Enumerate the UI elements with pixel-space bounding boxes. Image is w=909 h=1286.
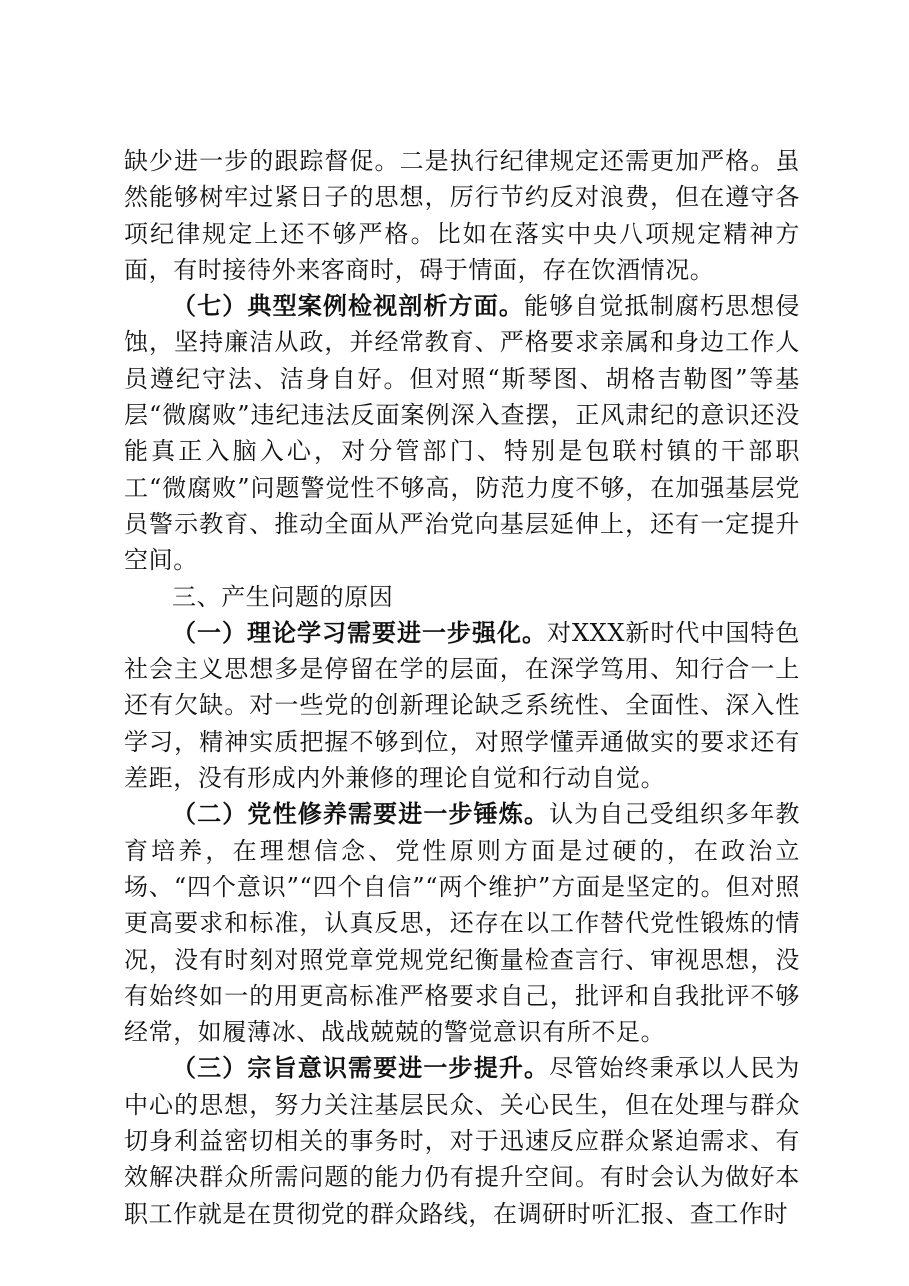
paragraph-lead: （七）典型案例检视剖析方面。 [172,292,524,321]
document-page [124,143,800,1232]
paragraph-body: 对XXX新时代中国特色社会主义思想多是停留在学的层面，在深学笃用、知行合一上还有欠缺。对一些党的创新理论缺乏系统性、全面性、深入性学习，精神实质把握不够到位，对照学懂弄通做实的要求还有差距，没有形成内外兼修的理论自觉和行动自觉。 [124,618,801,793]
paragraph-lead: （二）党性修养需要进一步锤炼。 [172,800,550,829]
paragraph-lead: （一）理论学习需要进一步强化。 [172,618,547,647]
paragraph-body: 能够自觉抵制腐朽思想侵蚀，坚持廉洁从政，并经常教育、严格要求亲属和身边工作人员遵纪守法、洁身自好。但对照“斯琴图、胡格吉勒图”等基层“微腐败”违纪违法反面案例深入查摆，正风肃纪的意识还没能真正入脑入心，对分管部门、特别是包联村镇的干部职工“微腐败”问题警觉性不够高，防范力度不够，在加强基层党员警示教育、推动全面从严治党向基层延伸上，还有一定提升空间。 [124,292,800,575]
paragraph-body: 缺少进一步的跟踪督促。二是执行纪律规定还需更加严格。虽然能够树牢过紧日子的思想，厉行节约反对浪费，但在遵守各项纪律规定上还不够严格。比如在落实中央八项规定精神方面，有时接待外来客商时，碍于情面，存在饮酒情况。 [124,147,800,284]
paragraph-party-spirit [124,796,800,1050]
paragraph-lead: （三）宗旨意识需要进一步提升。 [172,1054,550,1083]
section-heading-causes: 三、产生问题的原因 [172,582,394,611]
paragraph-purpose-awareness [124,1050,800,1231]
paragraph-theory-study [124,615,800,796]
paragraph-discipline-continued [124,143,800,288]
paragraph-body: 认为自己受组织多年教育培养，在理想信念、党性原则方面是过硬的，在政治立场、“四个意识”“四个自信”“两个维护”方面是坚定的。但对照更高要求和标准，认真反思，还存在以工作替代党性锻炼的情况，没有时刻对照党章党规党纪衡量检查言行、审视思想，没有始终如一的用更高标准严格要求自己，批评和自我批评不够经常，如履薄冰、战战兢兢的警觉意识有所不足。 [124,800,800,1047]
paragraph-typical-case-review [124,288,800,578]
paragraph-body: 尽管始终秉承以人民为中心的思想，努力关注基层民众、关心民生，但在处理与群众切身利益密切相关的事务时，对于迅速反应群众紧迫需求、有效解决群众所需问题的能力仍有提升空间。有时会认为做好本职工作就是在贯彻党的群众路线，在调研时听汇报、查工作时 [124,1054,800,1228]
